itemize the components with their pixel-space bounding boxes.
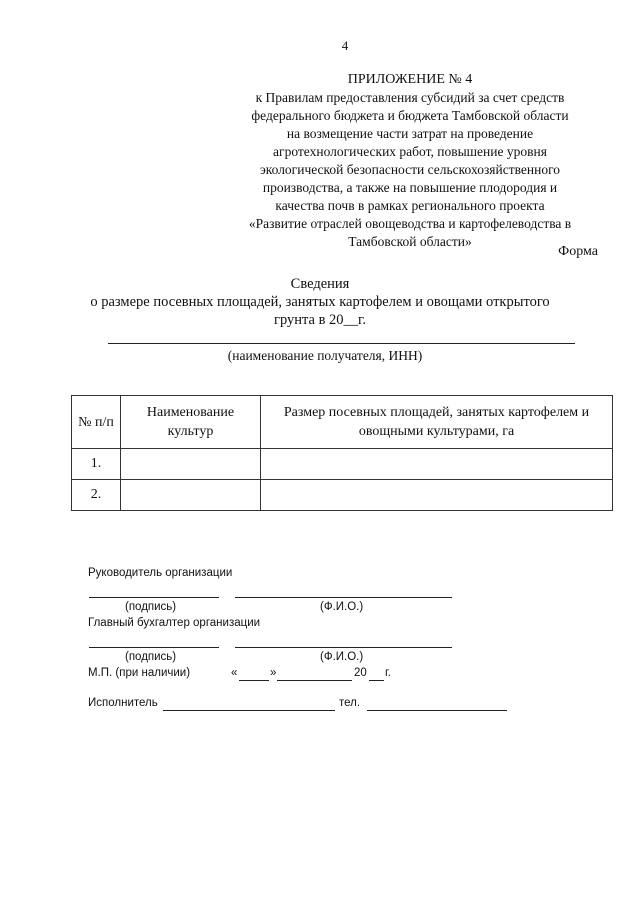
head-fio-line[interactable] (235, 597, 452, 598)
sign-label: (подпись) (125, 601, 177, 613)
appendix-line: «Развитие отраслей овощеводства и картофелеводства в (248, 216, 572, 231)
date-month-line[interactable] (277, 680, 352, 681)
header-culture-line: культур (167, 424, 214, 439)
date-year-suffix: г. (385, 667, 391, 679)
appendix-line: к Правилам предоставления субсидий за счет средств (255, 90, 565, 105)
date-year-line[interactable] (369, 680, 384, 681)
document-title: Сведения (290, 276, 350, 292)
appendix-line: агротехнологических работ, повышение уровня (273, 144, 547, 159)
area-cell[interactable] (261, 449, 613, 480)
header-area-line: овощными культурами, га (358, 424, 515, 439)
executor-line[interactable] (163, 710, 335, 711)
sign-label: (подпись) (125, 651, 177, 663)
document-subtitle: о размере посевных площадей, занятых картофелем и овощами открытого (90, 294, 550, 310)
appendix-line: федерального бюджета и бюджета Тамбовской области (251, 108, 569, 123)
recipient-caption: (наименование получателя, ИНН) (227, 348, 423, 363)
table-header-row (72, 396, 613, 449)
accountant-title: Главный бухгалтер организации (88, 617, 261, 629)
fio-label: (Ф.И.О.) (320, 601, 364, 613)
culture-cell[interactable] (121, 449, 261, 480)
header-area-line: Размер посевных площадей, занятых картофелем и (283, 405, 590, 420)
table-row (72, 480, 613, 511)
row-number: 2. (72, 480, 121, 511)
date-day-line[interactable] (239, 680, 269, 681)
header-culture (121, 396, 261, 449)
date-close-quote: » (270, 667, 277, 679)
date-open-quote: « (231, 667, 238, 679)
header-area (261, 396, 613, 449)
head-signature-line[interactable] (89, 597, 219, 598)
culture-cell[interactable] (121, 480, 261, 511)
appendix-line: экологической безопасности сельскохозяйственного (259, 162, 561, 177)
area-cell[interactable] (261, 480, 613, 511)
fio-label: (Ф.И.О.) (320, 651, 364, 663)
phone-label: тел. (339, 697, 361, 709)
form-label: Форма (558, 244, 598, 259)
appendix-line: качества почв в рамках регионального проекта (275, 198, 545, 213)
head-title: Руководитель организации (88, 567, 233, 579)
accountant-signature-line[interactable] (89, 647, 219, 648)
executor-label: Исполнитель (88, 697, 158, 709)
row-number: 1. (72, 449, 121, 480)
accountant-fio-line[interactable] (235, 647, 452, 648)
table-row (72, 449, 613, 480)
area-table (71, 395, 613, 511)
header-culture-line: Наименование (146, 405, 235, 420)
header-number: № п/п (72, 396, 121, 449)
appendix-title: ПРИЛОЖЕНИЕ № 4 (347, 72, 473, 87)
date-year-prefix: 20 (354, 667, 367, 679)
appendix-line: на возмещение части затрат на проведение (286, 126, 534, 141)
appendix-line: производства, а также на повышение плодородия и (262, 180, 558, 195)
phone-line[interactable] (367, 710, 507, 711)
appendix-line: Тамбовской области» (348, 234, 472, 249)
page-number: 4 (341, 38, 349, 53)
stamp-label: М.П. (при наличии) (88, 667, 191, 679)
recipient-line (108, 343, 575, 344)
document-subtitle-year: грунта в 20__г. (274, 312, 366, 328)
